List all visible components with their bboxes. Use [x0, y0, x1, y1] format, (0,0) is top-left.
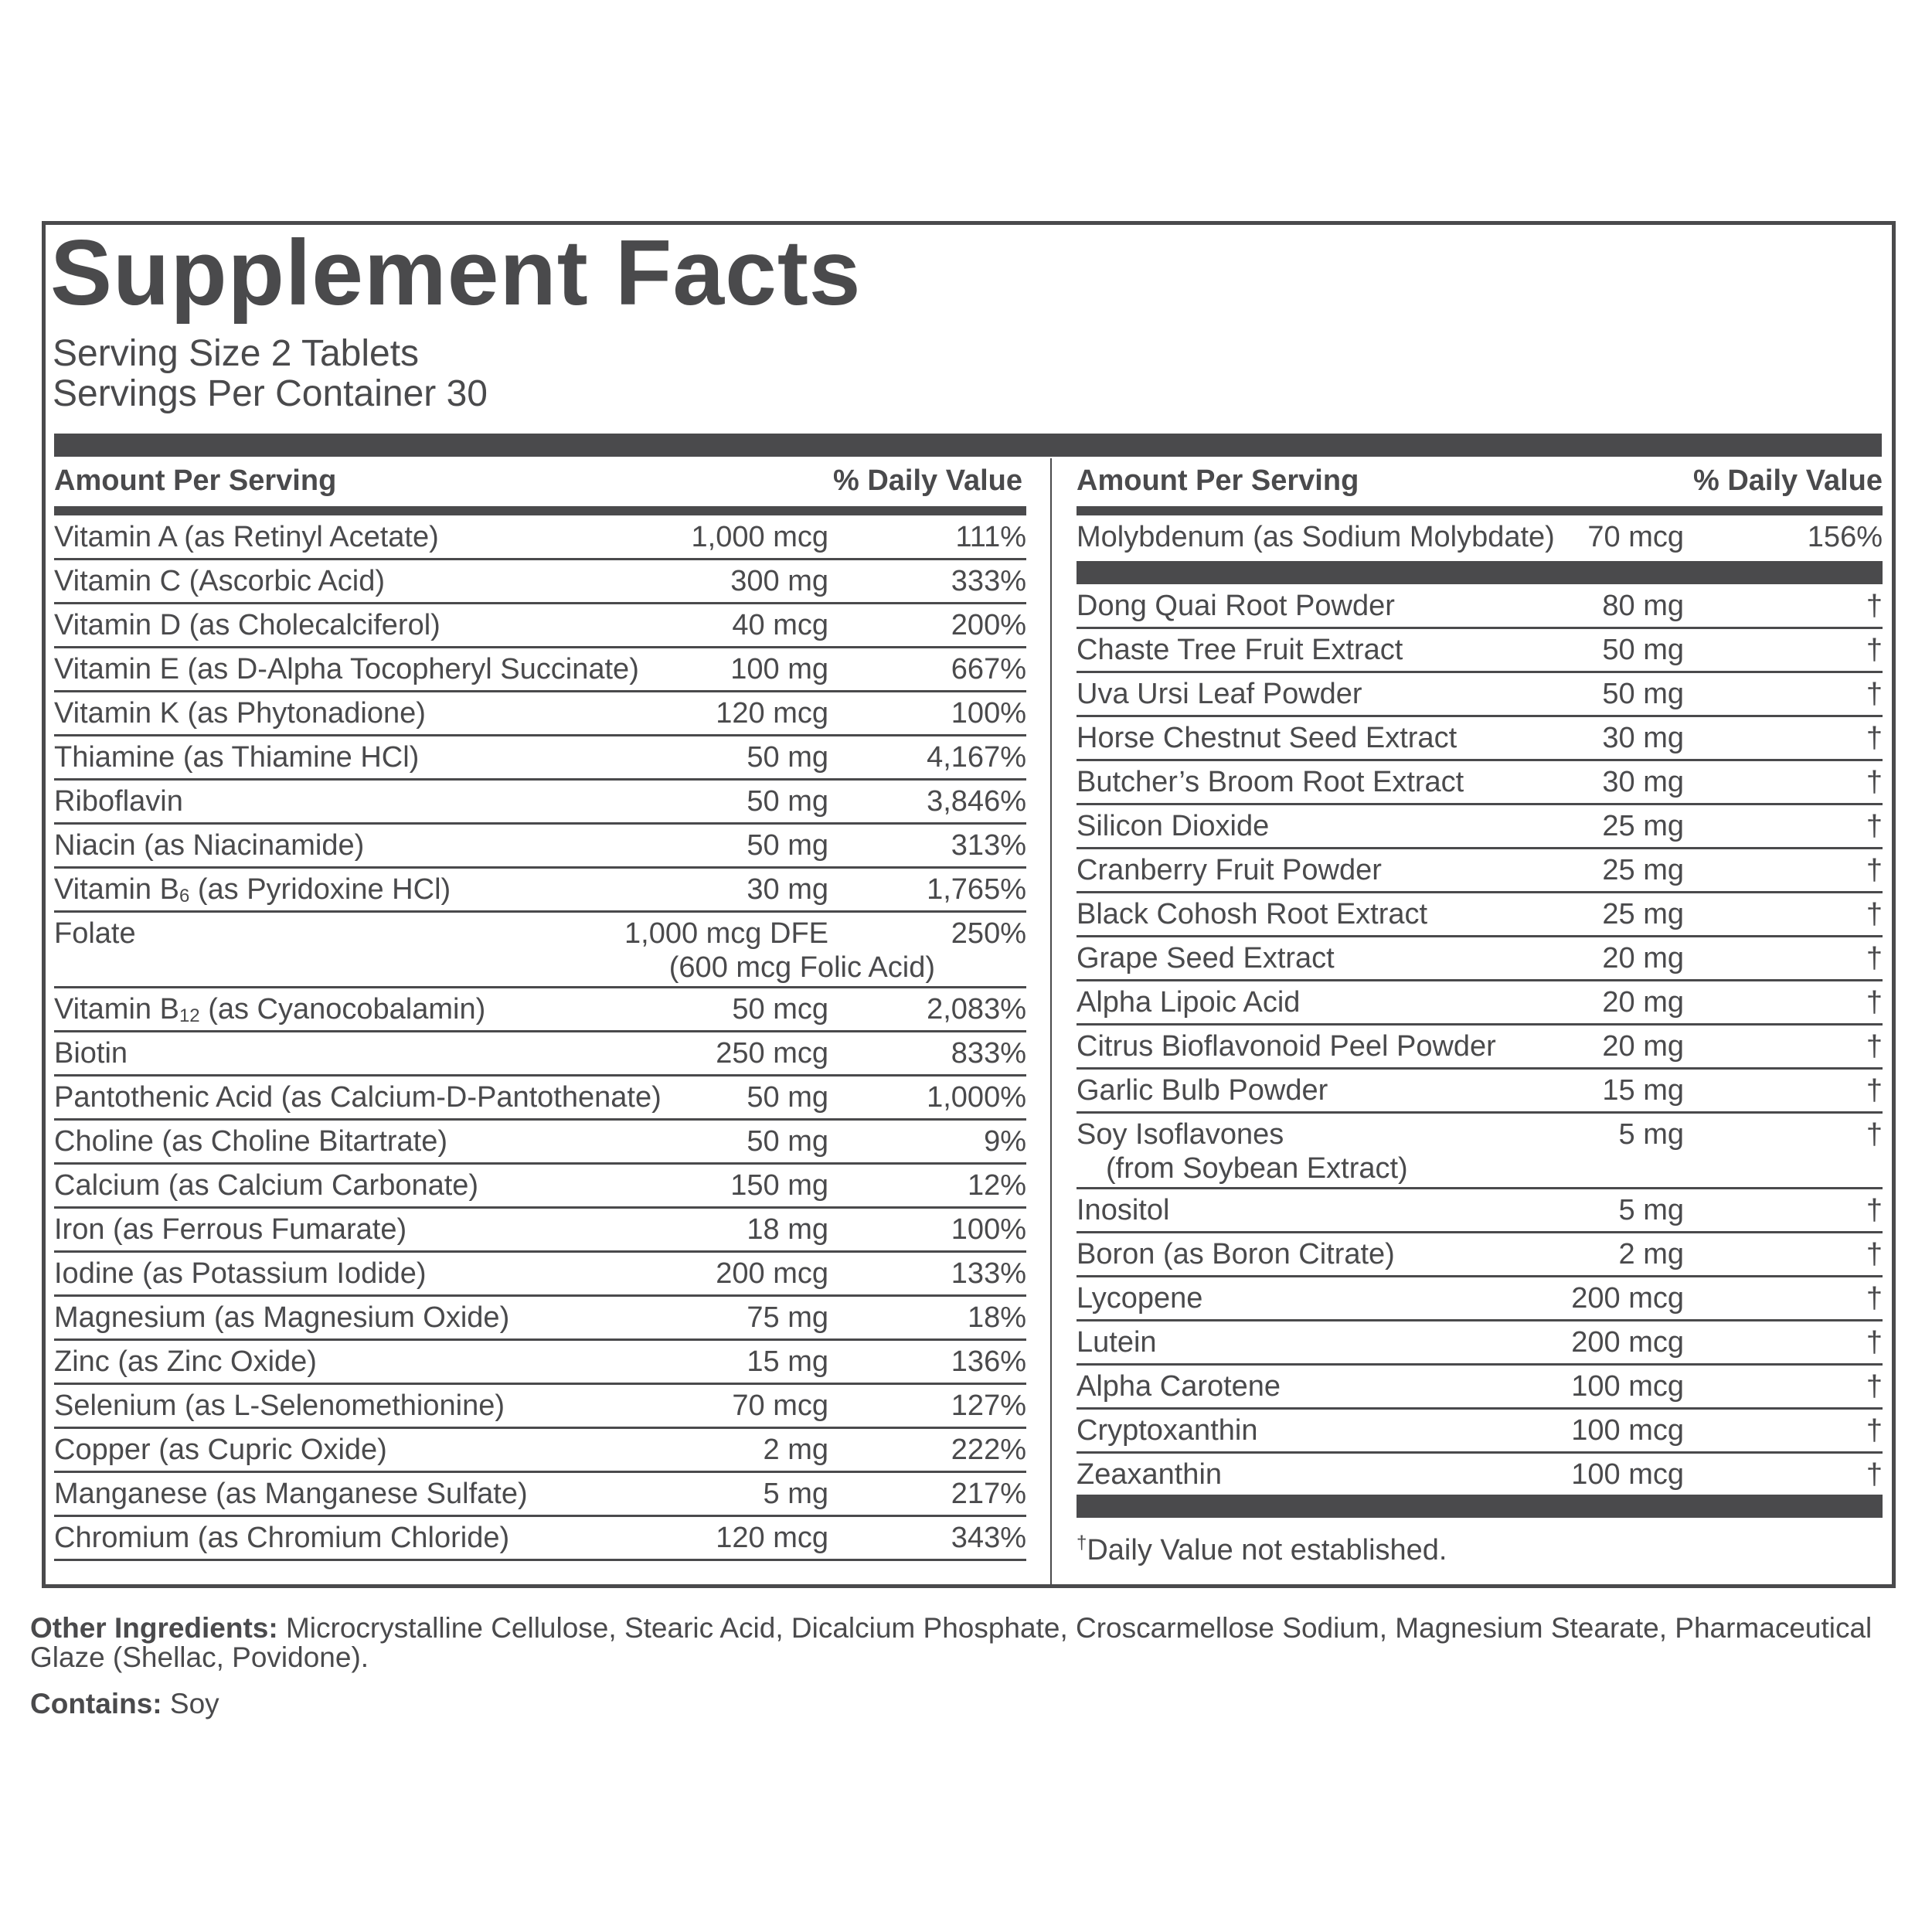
molybdenum-separator-bar — [1077, 561, 1883, 584]
nutrient-name — [54, 869, 451, 917]
ingredient-amount: 25 mg — [1602, 810, 1684, 842]
table-row — [1077, 1454, 1883, 1498]
ingredient-name: Cranberry Fruit Powder — [1077, 854, 1382, 886]
dagger-mark: † — [1866, 854, 1883, 886]
table-row — [54, 1385, 1026, 1429]
nutrient-name: Molybdenum (as Sodium Molybdate) — [1077, 521, 1555, 553]
nutrient-name: Selenium (as L-Selenomethionine) — [54, 1389, 505, 1422]
ingredient-name: Boron (as Boron Citrate) — [1077, 1238, 1395, 1270]
nutrient-name-part: (as Cyanocobalamin) — [199, 993, 486, 1026]
nutrient-amount: 1,000 mcg — [691, 521, 828, 553]
ingredient-amount: 100 mcg — [1571, 1370, 1684, 1403]
dagger-mark: † — [1866, 1414, 1883, 1447]
ingredient-amount: 25 mg — [1602, 898, 1684, 930]
ingredient-name: Inositol — [1077, 1194, 1170, 1226]
footnote — [1077, 1526, 1447, 1567]
nutrient-amount: 40 mcg — [732, 609, 828, 641]
dagger-mark: † — [1866, 810, 1883, 842]
table-row — [54, 988, 1026, 1032]
ingredient-name: Lutein — [1077, 1326, 1157, 1359]
dagger-mark: † — [1866, 1074, 1883, 1107]
ingredient-name: Black Cohosh Root Extract — [1077, 898, 1428, 930]
dagger-mark: † — [1866, 1282, 1883, 1315]
nutrient-name-part: Vitamin B — [54, 873, 179, 906]
table-row — [1077, 585, 1883, 629]
nutrient-name: Vitamin K (as Phytonadione) — [54, 697, 426, 730]
other-ingredients-text: Microcrystalline Cellulose, Stearic Acid, Dicalcium Phosphate, Croscarmellose Sodium, Magnesium Stearate, Pharmaceutical Glaze (Shellac, Povidone). — [30, 1612, 1872, 1673]
nutrient-name: Choline (as Choline Bitartrate) — [54, 1125, 448, 1158]
bottom-thick-bar — [1077, 1495, 1883, 1518]
nutrient-dv: 100% — [951, 697, 1026, 730]
right-dv-header: % Daily Value — [1692, 464, 1883, 497]
ingredient-name: Chaste Tree Fruit Extract — [1077, 634, 1403, 666]
nutrient-dv: 9% — [984, 1125, 1026, 1158]
nutrient-dv: 1,765% — [927, 873, 1026, 906]
table-row — [54, 516, 1026, 560]
ingredient-name: Alpha Lipoic Acid — [1077, 986, 1301, 1019]
right-amount-header: Amount Per Serving — [1077, 464, 1359, 497]
nutrient-dv: 18% — [967, 1301, 1026, 1334]
nutrient-amount: 5 mg — [763, 1478, 828, 1510]
left-amount-header: Amount Per Serving — [54, 464, 337, 497]
ingredient-amount: 5 mg — [1618, 1118, 1684, 1151]
dagger-symbol: † — [1077, 1532, 1087, 1553]
nutrient-name: Vitamin E (as D-Alpha Tocopheryl Succinate) — [54, 653, 639, 685]
nutrient-name: Niacin (as Niacinamide) — [54, 829, 365, 862]
dagger-mark: † — [1866, 1030, 1883, 1063]
dagger-mark: † — [1866, 1194, 1883, 1226]
left-header-bar — [54, 506, 1026, 515]
nutrient-amount: 1,000 mcg DFE — [624, 917, 828, 950]
nutrient-dv: 127% — [951, 1389, 1026, 1422]
nutrient-amount: 300 mg — [730, 565, 828, 597]
table-row — [54, 1209, 1026, 1253]
ingredient-name: Cryptoxanthin — [1077, 1414, 1258, 1447]
nutrient-name: Calcium (as Calcium Carbonate) — [54, 1169, 479, 1202]
nutrient-name: Zinc (as Zinc Oxide) — [54, 1345, 317, 1378]
ingredient-name-note: (from Soybean Extract) — [1106, 1152, 1408, 1185]
ingredient-name: Uva Ursi Leaf Powder — [1077, 678, 1362, 710]
nutrient-dv: 667% — [951, 653, 1026, 685]
nutrient-name: Vitamin A (as Retinyl Acetate) — [54, 521, 439, 553]
ingredient-amount: 20 mg — [1602, 942, 1684, 975]
nutrient-dv: 333% — [951, 565, 1026, 597]
table-row — [1077, 849, 1883, 893]
ingredient-amount: 50 mg — [1602, 678, 1684, 710]
table-row — [1077, 1114, 1883, 1189]
table-row — [1077, 805, 1883, 849]
dagger-mark: † — [1866, 590, 1883, 622]
ingredient-amount: 200 mcg — [1571, 1282, 1684, 1315]
nutrient-amount: 18 mg — [747, 1213, 828, 1246]
nutrient-dv: 12% — [967, 1169, 1026, 1202]
dagger-mark: † — [1866, 1238, 1883, 1270]
nutrient-amount: 70 mcg — [732, 1389, 828, 1422]
ingredient-name: Garlic Bulb Powder — [1077, 1074, 1328, 1107]
ingredient-name: Dong Quai Root Powder — [1077, 590, 1395, 622]
nutrient-dv: 3,846% — [927, 785, 1026, 818]
nutrient-name: Thiamine (as Thiamine HCl) — [54, 741, 420, 774]
ingredient-name: Butcher’s Broom Root Extract — [1077, 766, 1464, 798]
page-title: Supplement Facts — [50, 221, 862, 325]
ingredient-amount: 20 mg — [1602, 986, 1684, 1019]
nutrient-name-part: (as Pyridoxine HCl) — [189, 873, 451, 906]
nutrient-name: Pantothenic Acid (as Calcium-D-Pantothenate) — [54, 1081, 662, 1114]
ingredient-name: Horse Chestnut Seed Extract — [1077, 722, 1458, 754]
nutrient-dv: 100% — [951, 1213, 1026, 1246]
nutrient-dv: 156% — [1807, 521, 1883, 553]
nutrient-dv: 4,167% — [927, 741, 1026, 774]
ingredient-amount: 15 mg — [1602, 1074, 1684, 1107]
table-row — [1077, 893, 1883, 937]
table-row — [54, 1297, 1026, 1341]
nutrient-name: Vitamin C (Ascorbic Acid) — [54, 565, 385, 597]
ingredient-amount: 5 mg — [1618, 1194, 1684, 1226]
nutrient-amount: 2 mg — [763, 1434, 828, 1466]
dagger-mark: † — [1866, 634, 1883, 666]
table-row — [54, 1077, 1026, 1121]
table-row — [54, 1165, 1026, 1209]
dagger-mark: † — [1866, 1118, 1883, 1151]
ingredient-amount: 100 mcg — [1571, 1414, 1684, 1447]
table-row — [1077, 629, 1883, 673]
other-ingredients — [30, 1614, 1900, 1672]
table-row — [54, 604, 1026, 648]
nutrient-name: Copper (as Cupric Oxide) — [54, 1434, 387, 1466]
table-row — [54, 1517, 1026, 1561]
table-row — [1077, 1321, 1883, 1366]
contains — [30, 1689, 1900, 1719]
table-row — [1077, 717, 1883, 761]
ingredient-amount: 80 mg — [1602, 590, 1684, 622]
table-row — [1077, 1366, 1883, 1410]
table-row — [54, 1341, 1026, 1385]
table-row — [1077, 981, 1883, 1026]
nutrient-dv: 833% — [951, 1037, 1026, 1070]
contains-text: Soy — [162, 1688, 219, 1719]
nutrient-dv: 136% — [951, 1345, 1026, 1378]
table-row — [1077, 516, 1883, 561]
nutrient-amount: 50 mg — [747, 829, 828, 862]
nutrient-dv: 217% — [951, 1478, 1026, 1510]
top-thick-bar — [54, 434, 1882, 457]
table-row — [54, 1429, 1026, 1473]
nutrient-dv: 1,000% — [927, 1081, 1026, 1114]
table-row — [54, 692, 1026, 736]
footnote-text: Daily Value not established. — [1087, 1534, 1447, 1566]
nutrient-name: Iron (as Ferrous Fumarate) — [54, 1213, 407, 1246]
dagger-mark: † — [1866, 1370, 1883, 1403]
ingredient-amount: 20 mg — [1602, 1030, 1684, 1063]
ingredient-name: Soy Isoflavones — [1077, 1118, 1284, 1151]
nutrient-name — [54, 988, 485, 1037]
nutrient-name: Manganese (as Manganese Sulfate) — [54, 1478, 528, 1510]
left-dv-header: % Daily Value — [832, 464, 1022, 497]
nutrient-dv: 133% — [951, 1257, 1026, 1290]
column-divider — [1050, 458, 1052, 1587]
nutrient-amount: 75 mg — [747, 1301, 828, 1334]
ingredient-name: Lycopene — [1077, 1282, 1203, 1315]
table-row — [54, 1032, 1026, 1077]
ingredient-amount: 30 mg — [1602, 722, 1684, 754]
nutrient-amount: 50 mg — [747, 741, 828, 774]
table-row — [54, 560, 1026, 604]
table-row — [1077, 1189, 1883, 1233]
table-row — [54, 736, 1026, 781]
ingredient-name: Zeaxanthin — [1077, 1458, 1223, 1491]
table-row — [1077, 1026, 1883, 1070]
nutrient-name: Chromium (as Chromium Chloride) — [54, 1522, 510, 1554]
table-row — [54, 648, 1026, 692]
ingredient-amount: 200 mcg — [1571, 1326, 1684, 1359]
nutrient-amount: 50 mg — [747, 1081, 828, 1114]
nutrient-dv: 313% — [951, 829, 1026, 862]
nutrient-amount: 50 mcg — [732, 993, 828, 1026]
nutrient-amount: 70 mcg — [1587, 521, 1684, 553]
ingredient-amount: 30 mg — [1602, 766, 1684, 798]
nutrient-name: Biotin — [54, 1037, 128, 1070]
nutrient-name: Magnesium (as Magnesium Oxide) — [54, 1301, 510, 1334]
table-row — [54, 781, 1026, 825]
table-row — [54, 1253, 1026, 1297]
nutrient-name: Iodine (as Potassium Iodide) — [54, 1257, 427, 1290]
nutrient-amount: 120 mcg — [716, 1522, 828, 1554]
nutrient-amount: 120 mcg — [716, 697, 828, 730]
other-ingredients-label: Other Ingredients: — [30, 1612, 278, 1644]
nutrient-dv: 222% — [951, 1434, 1026, 1466]
nutrient-name: Vitamin D (as Cholecalciferol) — [54, 609, 440, 641]
table-row — [54, 869, 1026, 913]
ingredient-amount: 2 mg — [1618, 1238, 1684, 1270]
table-row — [1077, 937, 1883, 981]
nutrient-name: Riboflavin — [54, 785, 183, 818]
nutrient-dv: 250% — [951, 917, 1026, 950]
table-row — [1077, 673, 1883, 717]
nutrient-amount: 30 mg — [747, 873, 828, 906]
nutrient-amount: 15 mg — [747, 1345, 828, 1378]
nutrient-dv: 2,083% — [927, 993, 1026, 1026]
nutrient-dv: 200% — [951, 609, 1026, 641]
ingredient-name: Grape Seed Extract — [1077, 942, 1335, 975]
table-row — [54, 913, 1026, 988]
nutrient-amount: 200 mcg — [716, 1257, 828, 1290]
nutrient-name: Folate — [54, 917, 136, 950]
nutrient-name-subscript: 12 — [179, 1005, 200, 1026]
ingredient-amount: 100 mcg — [1571, 1458, 1684, 1491]
table-row — [1077, 1233, 1883, 1277]
nutrient-amount-note: (600 mcg Folic Acid) — [668, 951, 935, 984]
table-row — [1077, 761, 1883, 805]
nutrient-amount: 50 mg — [747, 785, 828, 818]
dagger-mark: † — [1866, 898, 1883, 930]
ingredient-name: Alpha Carotene — [1077, 1370, 1281, 1403]
nutrient-amount: 150 mg — [730, 1169, 828, 1202]
table-row — [54, 1473, 1026, 1517]
nutrient-amount: 250 mcg — [716, 1037, 828, 1070]
serving-size: Serving Size 2 Tablets — [53, 333, 420, 374]
right-header-bar — [1077, 506, 1883, 515]
dagger-mark: † — [1866, 942, 1883, 975]
dagger-mark: † — [1866, 986, 1883, 1019]
table-row — [54, 825, 1026, 869]
table-row — [54, 1121, 1026, 1165]
dagger-mark: † — [1866, 1326, 1883, 1359]
dagger-mark: † — [1866, 1458, 1883, 1491]
ingredient-name: Citrus Bioflavonoid Peel Powder — [1077, 1030, 1496, 1063]
nutrient-amount: 50 mg — [747, 1125, 828, 1158]
nutrient-dv: 343% — [951, 1522, 1026, 1554]
ingredient-name: Silicon Dioxide — [1077, 810, 1270, 842]
dagger-mark: † — [1866, 678, 1883, 710]
table-row — [1077, 1070, 1883, 1114]
dagger-mark: † — [1866, 766, 1883, 798]
table-row — [1077, 1277, 1883, 1321]
nutrient-name-subscript: 6 — [179, 886, 190, 906]
nutrient-dv: 111% — [955, 521, 1026, 553]
nutrient-amount: 100 mg — [730, 653, 828, 685]
nutrient-name-part: Vitamin B — [54, 993, 179, 1026]
contains-label: Contains: — [30, 1688, 162, 1719]
dagger-mark: † — [1866, 722, 1883, 754]
ingredient-amount: 50 mg — [1602, 634, 1684, 666]
table-row — [1077, 1410, 1883, 1454]
ingredient-amount: 25 mg — [1602, 854, 1684, 886]
servings-per-container: Servings Per Container 30 — [53, 373, 488, 414]
